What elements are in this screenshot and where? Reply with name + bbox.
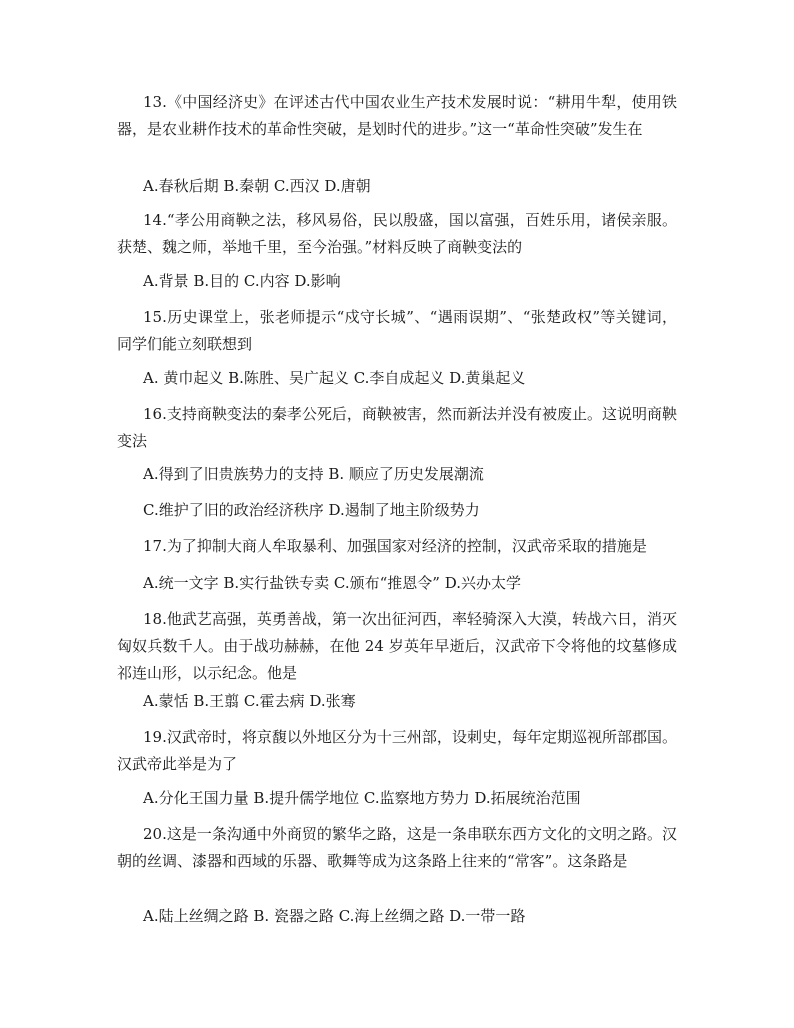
question-18-options: A.蒙恬 B.王翦 C.霍去病 D.张骞 [143,692,356,710]
question-19-options: A.分化王国力量 B.提升儒学地位 C.监察地方势力 D.拓展统治范围 [143,789,581,807]
question-14-options: A.背景 B.目的 C.内容 D.影响 [143,272,341,290]
question-13-options: A.春秋后期 B.秦朝 C.西汉 D.唐朝 [143,177,371,195]
question-19-stem: 19.汉武帝时，将京馥以外地区分为十三州部，设刺史，每年定期巡视所部郡国。汉武帝此举是为了 [117,728,677,773]
question-13-stem: 13.《中国经济史》在评述古代中国农业生产技术发展时说：“耕用牛犁，使用铁器，是农业耕作技术的革命性突破，是划时代的进步。”这一“革命性突破”发生在 [117,93,677,138]
question-17-stem: 17.为了抑制大商人牟取暴利、加强国家对经济的控制，汉武帝采取的措施是 [143,537,647,555]
question-15-stem: 15.历史课堂上，张老师提示“戍守长城”、“遇雨误期”、“张楚政权”等关键词，同学们能立刻联想到 [117,308,677,353]
question-17-options: A.统一文字 B.实行盐铁专卖 C.颁布“推恩令” D.兴办太学 [143,574,522,592]
question-16-options-line-2: C.维护了旧的政治经济秩序 D.遏制了地主阶级势力 [143,501,480,519]
question-14-stem: 14.“孝公用商鞅之法，移风易俗，民以殷盛，国以富强，百姓乐用，诸侯亲服。获楚、魏之师，举地千里，至今治强。”材料反映了商鞅变法的 [117,211,677,256]
question-15-options: A. 黄巾起义 B.陈胜、吴广起义 C.李自成起义 D.黄巢起义 [143,369,526,387]
question-16-stem: 16.支持商鞅变法的秦孝公死后，商鞅被害，然而新法并没有被废止。这说明商鞅变法 [117,405,677,450]
question-20-options: A.陆上丝绸之路 B. 瓷器之路 C.海上丝绸之路 D.一带一路 [143,907,526,925]
question-18-stem: 18.他武艺高强，英勇善战，第一次出征河西，率轻骑深入大漠，转战六日，消灭匈奴兵数千人。由于战功赫赫，在他 24 岁英年早逝后，汉武帝下令将他的坟墓修成祁连山形，以示纪念。他是 [117,610,677,682]
question-16-options-line-1: A.得到了旧贵族势力的支持 B. 顺应了历史发展潮流 [143,465,484,483]
question-20-stem: 20.这是一条沟通中外商贸的繁华之路，这是一条串联东西方文化的文明之路。汉朝的丝调、漆器和西域的乐器、歌舞等成为这条路上往来的“常客”。这条路是 [117,825,677,870]
